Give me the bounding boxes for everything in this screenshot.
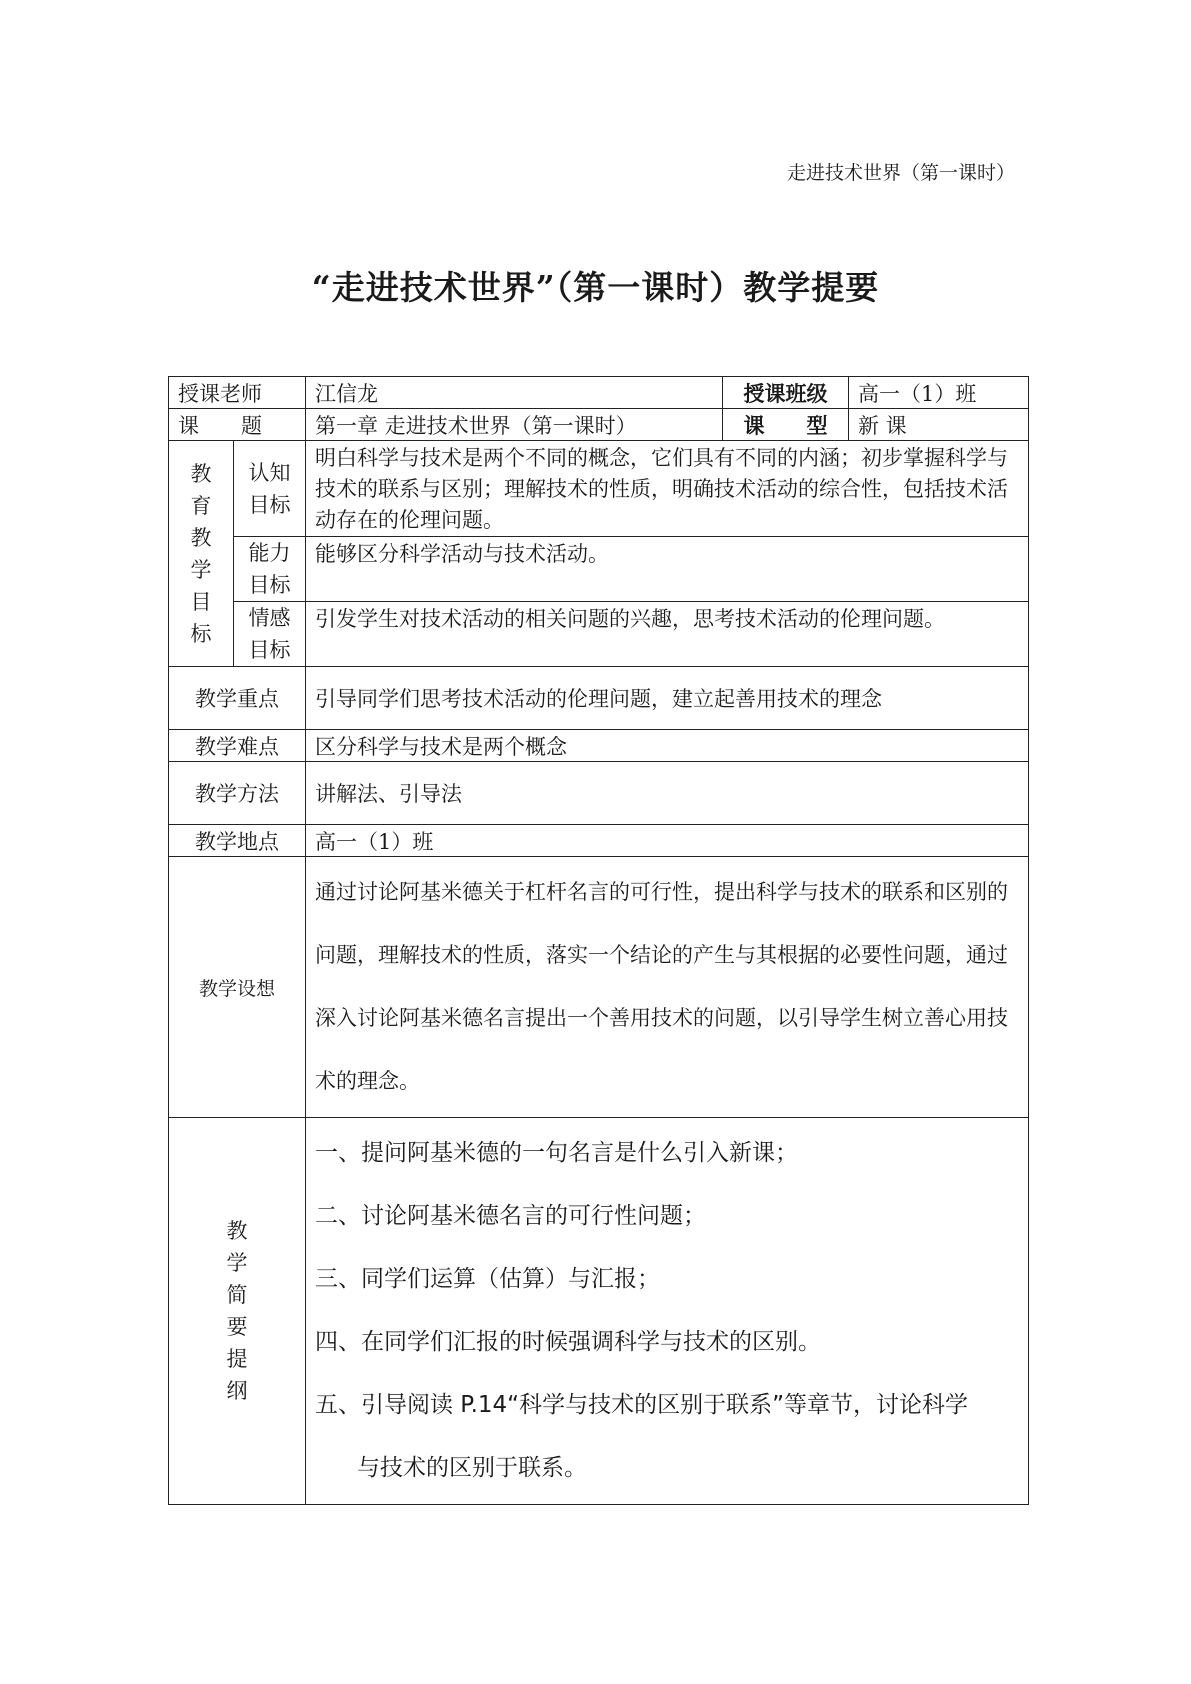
location-value: 高一（1）班: [306, 825, 1029, 857]
outline-item: 五、引导阅读 P.14“科学与技术的区别于联系”等章节，讨论科学: [315, 1392, 969, 1418]
topic-value: 第一章 走进技术世界（第一课时）: [306, 409, 723, 441]
difficulty-row: [169, 730, 1029, 762]
objective-ability-label: 能力 目标: [234, 537, 306, 602]
topic-label: 课 题: [169, 409, 306, 441]
design-label: 教学设想: [169, 857, 306, 1118]
topic-row: [169, 409, 1029, 441]
difficulty-label: 教学难点: [169, 730, 306, 762]
objective-cognitive-row: [169, 441, 1029, 537]
outline-item: 四、在同学们汇报的时候强调科学与技术的区别。: [315, 1329, 821, 1355]
outline-list: [306, 1118, 1029, 1505]
outline-item-continuation: 与技术的区别于联系。: [357, 1455, 587, 1481]
class-label: 授课班级: [723, 377, 849, 409]
outline-item: 三、同学们运算（估算）与汇报；: [315, 1266, 660, 1292]
objective-emotion-row: [169, 602, 1029, 667]
objective-cognitive-label: 认知 目标: [234, 441, 306, 537]
type-label: 课 型: [723, 409, 849, 441]
teacher-label: 授课老师: [169, 377, 306, 409]
objective-cognitive-text: 明白科学与技术是两个不同的概念，它们具有不同的内涵；初步掌握科学与技术的联系与区别；理解技术的性质，明确技术活动的综合性，包括技术活动存在的伦理问题。: [306, 441, 1029, 537]
objective-emotion-label: 情感 目标: [234, 602, 306, 667]
objectives-group-label: 教 育 教 学 目 标: [169, 441, 234, 667]
location-row: [169, 825, 1029, 857]
document-title: “走进技术世界”（第一课时）教学提要: [311, 268, 880, 307]
type-value: 新 课: [849, 409, 1029, 441]
objective-ability-text: 能够区分科学活动与技术活动。: [306, 537, 1029, 602]
outline-item: 一、提问阿基米德的一句名言是什么引入新课；: [315, 1140, 798, 1166]
method-label: 教学方法: [169, 762, 306, 825]
objective-ability-row: [169, 537, 1029, 602]
focus-value: 引导同学们思考技术活动的伦理问题，建立起善用技术的理念: [306, 667, 1029, 730]
outline-item: 二、讨论阿基米德名言的可行性问题；: [315, 1203, 706, 1229]
running-header: 走进技术世界（第一课时）: [786, 162, 1015, 184]
focus-row: [169, 667, 1029, 730]
objective-emotion-text: 引发学生对技术活动的相关问题的兴趣，思考技术活动的伦理问题。: [306, 602, 1029, 667]
design-row: [169, 857, 1029, 1118]
class-value: 高一（1）班: [849, 377, 1029, 409]
location-label: 教学地点: [169, 825, 306, 857]
teacher-row: [169, 377, 1029, 409]
lesson-plan-table: [168, 376, 1029, 1505]
difficulty-value: 区分科学与技术是两个概念: [306, 730, 1029, 762]
method-row: [169, 762, 1029, 825]
design-text: 通过讨论阿基米德关于杠杆名言的可行性，提出科学与技术的联系和区别的问题，理解技术的性质，落实一个结论的产生与其根据的必要性问题，通过深入讨论阿基米德名言提出一个善用技术的问题，以引导学生树立善心用技术的理念。: [306, 857, 1029, 1118]
focus-label: 教学重点: [169, 667, 306, 730]
outline-row: [169, 1118, 1029, 1505]
outline-label: 教 学 简 要 提 纲: [169, 1118, 306, 1505]
teacher-value: 江信龙: [306, 377, 723, 409]
method-value: 讲解法、引导法: [306, 762, 1029, 825]
